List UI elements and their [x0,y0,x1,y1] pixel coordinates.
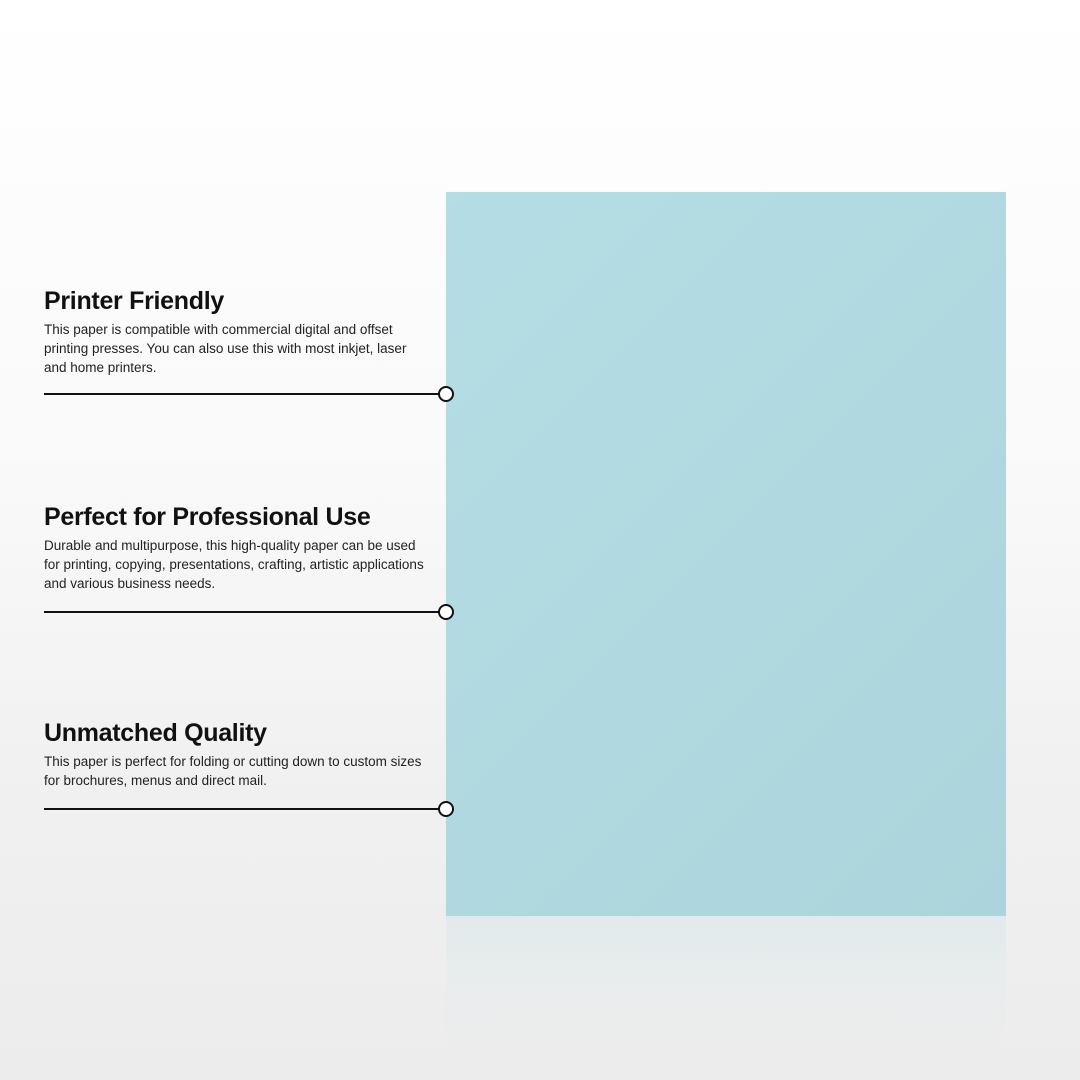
feature-professional-use [44,502,464,593]
feature-unmatched-quality [44,718,464,790]
connector-line [44,611,446,613]
connector-line [44,808,446,810]
paper-sheet [446,192,1006,916]
feature-description: This paper is perfect for folding or cutting down to custom sizes for brochures, menus and direct mail. [44,754,422,788]
feature-description: This paper is compatible with commercial digital and offset printing presses. You can also use this with most inkjet, laser and home printers. [44,322,407,375]
feature-title: Printer Friendly [44,287,224,315]
feature-description: Durable and multipurpose, this high-quality paper can be used for printing, copying, presentations, crafting, artistic applications and various business needs. [44,538,424,591]
connector-line [44,393,446,395]
connector-circle-icon [438,801,454,817]
feature-title: Unmatched Quality [44,719,267,747]
feature-printer-friendly [44,286,464,377]
paper-reflection [446,916,1006,1056]
connector-circle-icon [438,604,454,620]
connector-circle-icon [438,386,454,402]
feature-title: Perfect for Professional Use [44,503,371,531]
